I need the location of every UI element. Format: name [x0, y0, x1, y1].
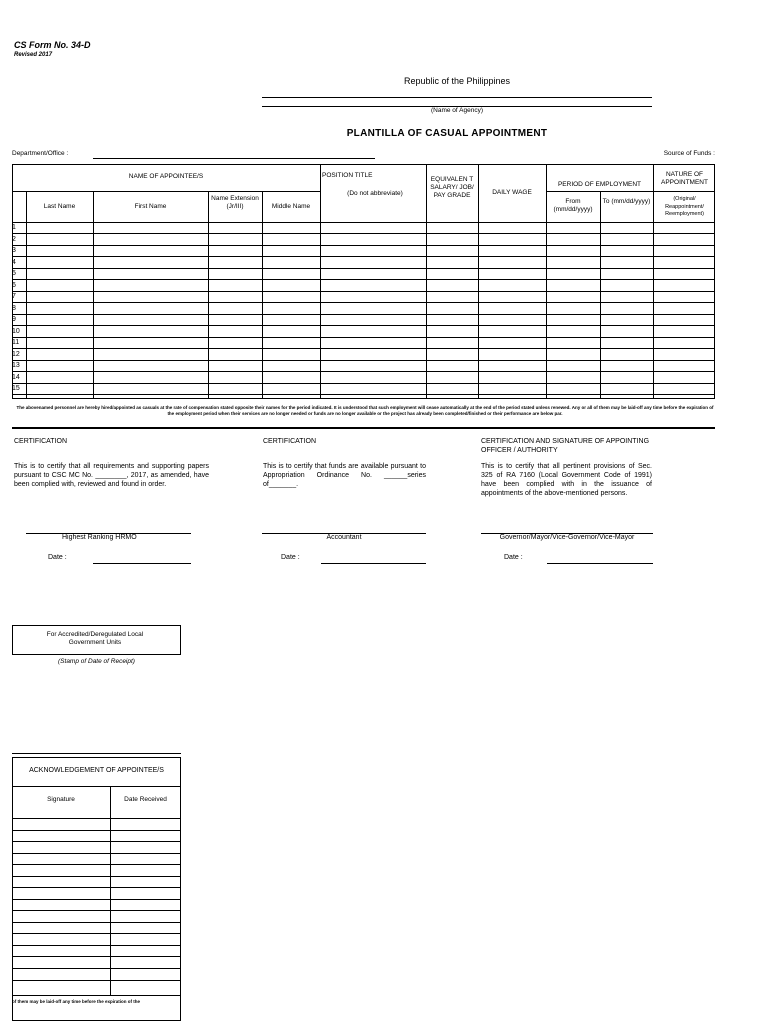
ack-row-line[interactable]: [12, 830, 180, 831]
ack-row-line[interactable]: [12, 899, 180, 900]
row-number: 4: [12, 259, 16, 266]
table-row-line: [12, 245, 715, 246]
form-title: PLANTILLA OF CASUAL APPOINTMENT: [346, 128, 548, 139]
cert2-body: This is to certify that funds are available pursuant to Appropriation Ordinance No. ______series of_______.: [263, 463, 426, 488]
row-number: 7: [12, 293, 16, 300]
name-extension-header: Name Extension (Jr/III): [211, 195, 259, 210]
department-field[interactable]: [93, 158, 375, 159]
name-group-header: NAME OF APPOINTEE/S: [128, 173, 204, 180]
table-divider: [12, 191, 320, 192]
republic-label: Republic of the Philippines: [403, 76, 511, 86]
ack-row-line[interactable]: [12, 887, 180, 888]
table-divider: [478, 164, 479, 399]
from-header: From (mm/dd/yyyy): [553, 198, 593, 213]
table-row-line: [12, 268, 715, 269]
table-note: The abovenamed personnel are hereby hired/appointed as casuals at the rate of compensation stated opposite their names for the period indicated. It is understood that such employment will cease automatically at the end of the period stated unless renewed. Any or all of them may be laid-off any time before the expiration of the employment period when their services are no longer needed or funds are no longer available or the project has already been completed/finished or their performance are below par.: [16, 405, 714, 416]
ack-row-line[interactable]: [12, 853, 180, 854]
table-row-line: [12, 337, 715, 338]
cert3-signatory: Governor/Mayor/Vice-Governor/Vice-Mayor: [499, 534, 635, 541]
cert3-body: This is to certify that all pertinent provisions of Sec. 325 of RA 7160 (Local Government Code of 1991) have been complied with in the issuance of appointments of the above-mentioned persons.: [481, 463, 652, 497]
to-header: To (mm/dd/yyyy): [602, 198, 651, 205]
ack-row-line[interactable]: [12, 910, 180, 911]
row-number: 9: [12, 316, 16, 323]
table-row-line: [12, 383, 715, 384]
ack-row-line[interactable]: [12, 968, 180, 969]
table-divider: [320, 164, 321, 399]
agency-top-line: [262, 97, 652, 98]
ack-signature-header: Signature: [47, 796, 75, 803]
cert2-title: CERTIFICATION: [263, 438, 317, 445]
ack-row-line[interactable]: [12, 980, 180, 981]
row-number: 5: [12, 270, 16, 277]
row-number: 3: [12, 247, 16, 254]
ack-row-line[interactable]: [12, 922, 180, 923]
ack-row-line[interactable]: [12, 933, 180, 934]
row-number: 6: [12, 282, 16, 289]
table-divider: [653, 164, 654, 399]
ack-row-line[interactable]: [12, 956, 180, 957]
ack-divider: [12, 786, 180, 787]
table-divider: [546, 164, 547, 399]
last-name-header: Last Name: [43, 203, 76, 210]
period-group-header: PERIOD OF EMPLOYMENT: [557, 181, 642, 188]
ack-row-line: [12, 995, 180, 996]
table-row-line: [12, 394, 715, 395]
row-number: 2: [12, 236, 16, 243]
table-row-line: [12, 291, 715, 292]
daily-wage-header: DAILY WAGE: [492, 189, 532, 196]
ack-title: ACKNOWLEDGEMENT OF APPOINTEE/S: [29, 767, 164, 774]
row-number: 15: [12, 385, 20, 392]
cert1-date-field[interactable]: [93, 563, 191, 564]
table-row-line: [12, 233, 715, 234]
cert2-signatory: Accountant: [326, 534, 362, 541]
row-number: 10: [12, 328, 20, 335]
table-row-line: [12, 360, 715, 361]
ack-row-line[interactable]: [12, 945, 180, 946]
table-divider: [653, 191, 715, 192]
ack-row-line[interactable]: [12, 841, 180, 842]
cert2-date-field[interactable]: [321, 563, 426, 564]
table-row-line: [12, 371, 715, 372]
ack-top-line: [12, 753, 181, 754]
ack-row-line[interactable]: [12, 876, 180, 877]
table-divider: [12, 222, 715, 223]
table-row-line: [12, 302, 715, 303]
table-divider: [426, 164, 427, 399]
ack-date-header: Date Received: [124, 796, 167, 803]
table-row-line: [12, 279, 715, 280]
ack-footer-text: of them may be laid-off any time before the expiration of the: [12, 999, 141, 1004]
cert1-body: This is to certify that all requirements and supporting papers pursuant to CSC MC No. ________, 2017, as amended, have been complied with, reviewed and found in order.: [14, 463, 209, 488]
row-number: 8: [12, 305, 16, 312]
stamp-caption: (Stamp of Date of Receipt): [58, 658, 135, 665]
agency-label: (Name of Agency): [430, 107, 484, 114]
department-label: Department/Office :: [12, 150, 69, 157]
equivalent-salary-header: EQUIVALEN T SALARY/ JOB/ PAY GRADE: [430, 176, 474, 199]
section-divider: [12, 427, 715, 429]
cert3-title: CERTIFICATION AND SIGNATURE OF APPOINTING OFFICER / AUTHORITY: [481, 438, 650, 454]
table-row-line: [12, 348, 715, 349]
middle-name-header: Middle Name: [271, 203, 311, 210]
source-of-funds-label: Source of Funds :: [663, 150, 715, 157]
ack-row-line[interactable]: [12, 864, 180, 865]
nature-group-header: NATURE OF APPOINTMENT: [661, 171, 708, 186]
cert3-date-field[interactable]: [547, 563, 653, 564]
stamp-box-text: For Accredited/Deregulated Local Government Units: [46, 631, 144, 646]
first-name-header: First Name: [134, 203, 167, 210]
row-number: 12: [12, 351, 20, 358]
position-title-header: POSITION TITLE: [322, 172, 373, 179]
row-number: 13: [12, 362, 20, 369]
cert1-date-label: Date :: [48, 554, 67, 561]
nature-note: (Original/ Reappointment/ Reemployment): [665, 196, 704, 217]
row-number: 14: [12, 374, 20, 381]
revision-label: Revised 2017: [14, 52, 53, 58]
table-row-line: [12, 325, 715, 326]
table-row-line: [12, 314, 715, 315]
ack-row-line[interactable]: [12, 818, 180, 819]
row-number: 11: [12, 339, 20, 346]
cert2-date-label: Date :: [281, 554, 300, 561]
cert1-title: CERTIFICATION: [14, 438, 68, 445]
cert3-date-label: Date :: [504, 554, 523, 561]
form-number: CS Form No. 34-D: [14, 40, 91, 50]
cert1-signatory: Highest Ranking HRMO: [62, 534, 137, 541]
position-title-note: (Do not abbreviate): [347, 190, 403, 197]
row-number: 1: [12, 224, 16, 231]
table-row-line: [12, 256, 715, 257]
